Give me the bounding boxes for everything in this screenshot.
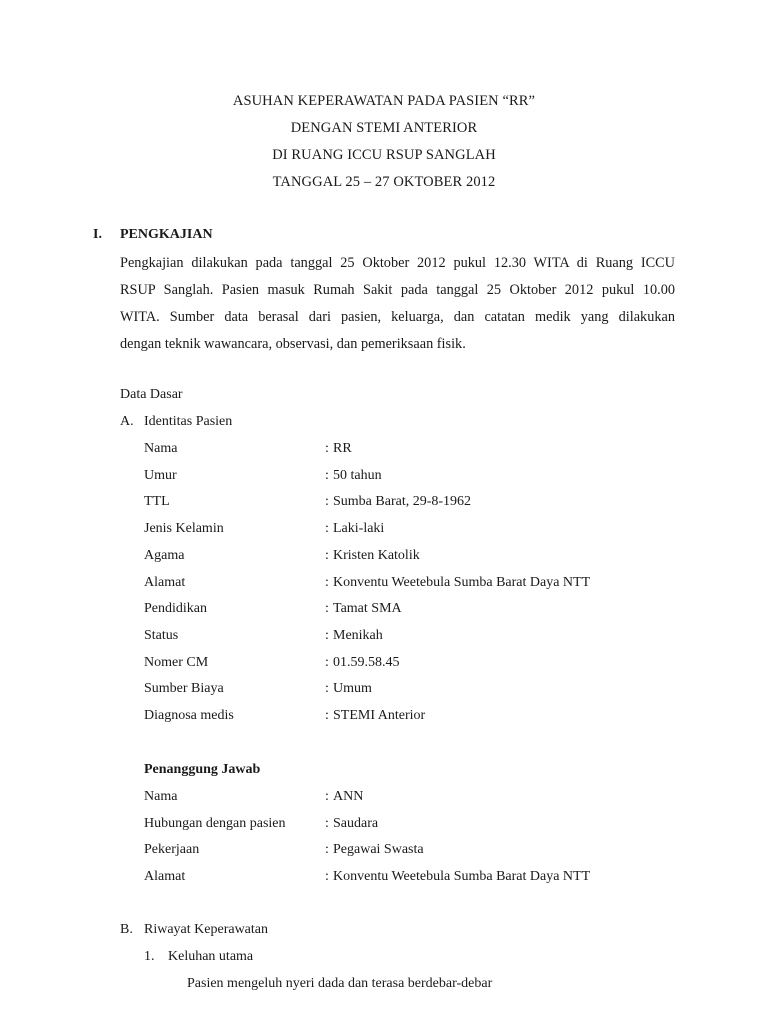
row-label: Pendidikan: [144, 601, 207, 617]
row-value: Pegawai Swasta: [333, 842, 424, 858]
row-value: STEMI Anterior: [333, 708, 426, 723]
row-colon: :: [325, 521, 329, 537]
row-value: 50 tahun: [333, 467, 382, 483]
paragraph-line: dengan teknik wawancara, observasi, dan pemeriksaan fisik.: [120, 336, 466, 352]
table-row: [0, 548, 768, 568]
table-row: [0, 869, 768, 889]
row-value: Laki-laki: [333, 521, 385, 537]
row-colon: :: [325, 869, 329, 885]
row-colon: :: [325, 441, 329, 456]
row-value: Menikah: [333, 627, 383, 643]
row-value: Tamat SMA: [333, 601, 402, 617]
row-colon: :: [325, 601, 329, 617]
section-number: I.: [93, 227, 102, 242]
row-colon: :: [325, 574, 329, 590]
keluhan-heading: Keluhan utama: [168, 949, 254, 964]
table-row: [0, 601, 768, 621]
row-value: ANN: [333, 789, 364, 804]
row-colon: :: [325, 789, 329, 804]
row-label: Alamat: [144, 869, 186, 885]
row-label: Nomer CM: [144, 654, 209, 670]
keluhan-text: Pasien mengeluh nyeri dada dan terasa berdebar-debar: [187, 976, 493, 991]
table-row: [0, 842, 768, 862]
keluhan-number: 1.: [144, 949, 155, 964]
document-title-line-3: DI RUANG ICCU RSUP SANGLAH: [272, 147, 496, 163]
paragraph-line: Pengkajian dilakukan pada tanggal 25 Oktober 2012 pukul 12.30 WITA di Ruang ICCU: [120, 255, 675, 271]
row-value: Konventu Weetebula Sumba Barat Daya NTT: [333, 574, 591, 590]
table-row: [0, 628, 768, 648]
row-label: Nama: [144, 789, 178, 804]
section-paragraph: [120, 250, 675, 358]
row-label: Nama: [144, 441, 178, 456]
row-value: RR: [333, 441, 352, 456]
row-value: Sumba Barat, 29-8-1962: [333, 494, 472, 510]
row-colon: :: [325, 467, 329, 483]
row-colon: :: [325, 494, 329, 510]
table-row: [0, 789, 768, 809]
row-colon: :: [325, 627, 329, 643]
table-row: [0, 468, 768, 488]
table-row: [0, 681, 768, 701]
table-row: [0, 441, 768, 461]
table-row: [0, 816, 768, 836]
riwayat-letter: B.: [120, 922, 133, 937]
row-colon: :: [325, 547, 329, 563]
section-heading: PENGKAJIAN: [120, 227, 213, 242]
row-colon: :: [325, 815, 329, 831]
row-value: 01.59.58.45: [333, 654, 400, 670]
row-colon: :: [325, 681, 329, 697]
row-label: Sumber Biaya: [144, 681, 224, 697]
document-title-line-4: TANGGAL 25 – 27 OKTOBER 2012: [272, 174, 496, 190]
row-value: Kristen Katolik: [333, 547, 420, 563]
row-value: Konventu Weetebula Sumba Barat Daya NTT: [333, 869, 591, 885]
row-colon: :: [325, 654, 329, 670]
row-label: Jenis Kelamin: [144, 521, 224, 537]
table-row: [0, 708, 768, 728]
row-colon: :: [325, 842, 329, 858]
identitas-letter: A.: [120, 414, 134, 429]
row-label: Alamat: [144, 574, 186, 590]
paragraph-line: RSUP Sanglah. Pasien masuk Rumah Sakit pada tanggal 25 Oktober 2012 pukul 10.00: [120, 282, 675, 298]
row-label: TTL: [144, 494, 170, 510]
row-label: Status: [144, 627, 179, 643]
penanggung-heading: Penanggung Jawab: [144, 762, 261, 777]
row-value: Umum: [333, 681, 372, 697]
riwayat-heading: Riwayat Keperawatan: [144, 922, 268, 937]
row-label: Agama: [144, 547, 185, 563]
table-row: [0, 575, 768, 595]
identitas-heading: Identitas Pasien: [144, 414, 233, 429]
table-row: [0, 494, 768, 514]
document-title-line-2: DENGAN STEMI ANTERIOR: [290, 120, 478, 136]
row-colon: :: [325, 708, 329, 723]
row-label: Umur: [144, 467, 177, 483]
row-label: Pekerjaan: [144, 842, 200, 858]
table-row: [0, 521, 768, 541]
row-label: Diagnosa medis: [144, 708, 234, 723]
table-row: [0, 655, 768, 675]
paragraph-line: WITA. Sumber data berasal dari pasien, keluarga, dan catatan medik yang dilakukan: [120, 309, 675, 325]
document-title-line-1: ASUHAN KEPERAWATAN PADA PASIEN “RR”: [232, 93, 536, 109]
row-value: Saudara: [333, 815, 379, 831]
row-label: Hubungan dengan pasien: [144, 815, 286, 831]
data-dasar-label: Data Dasar: [120, 387, 183, 402]
